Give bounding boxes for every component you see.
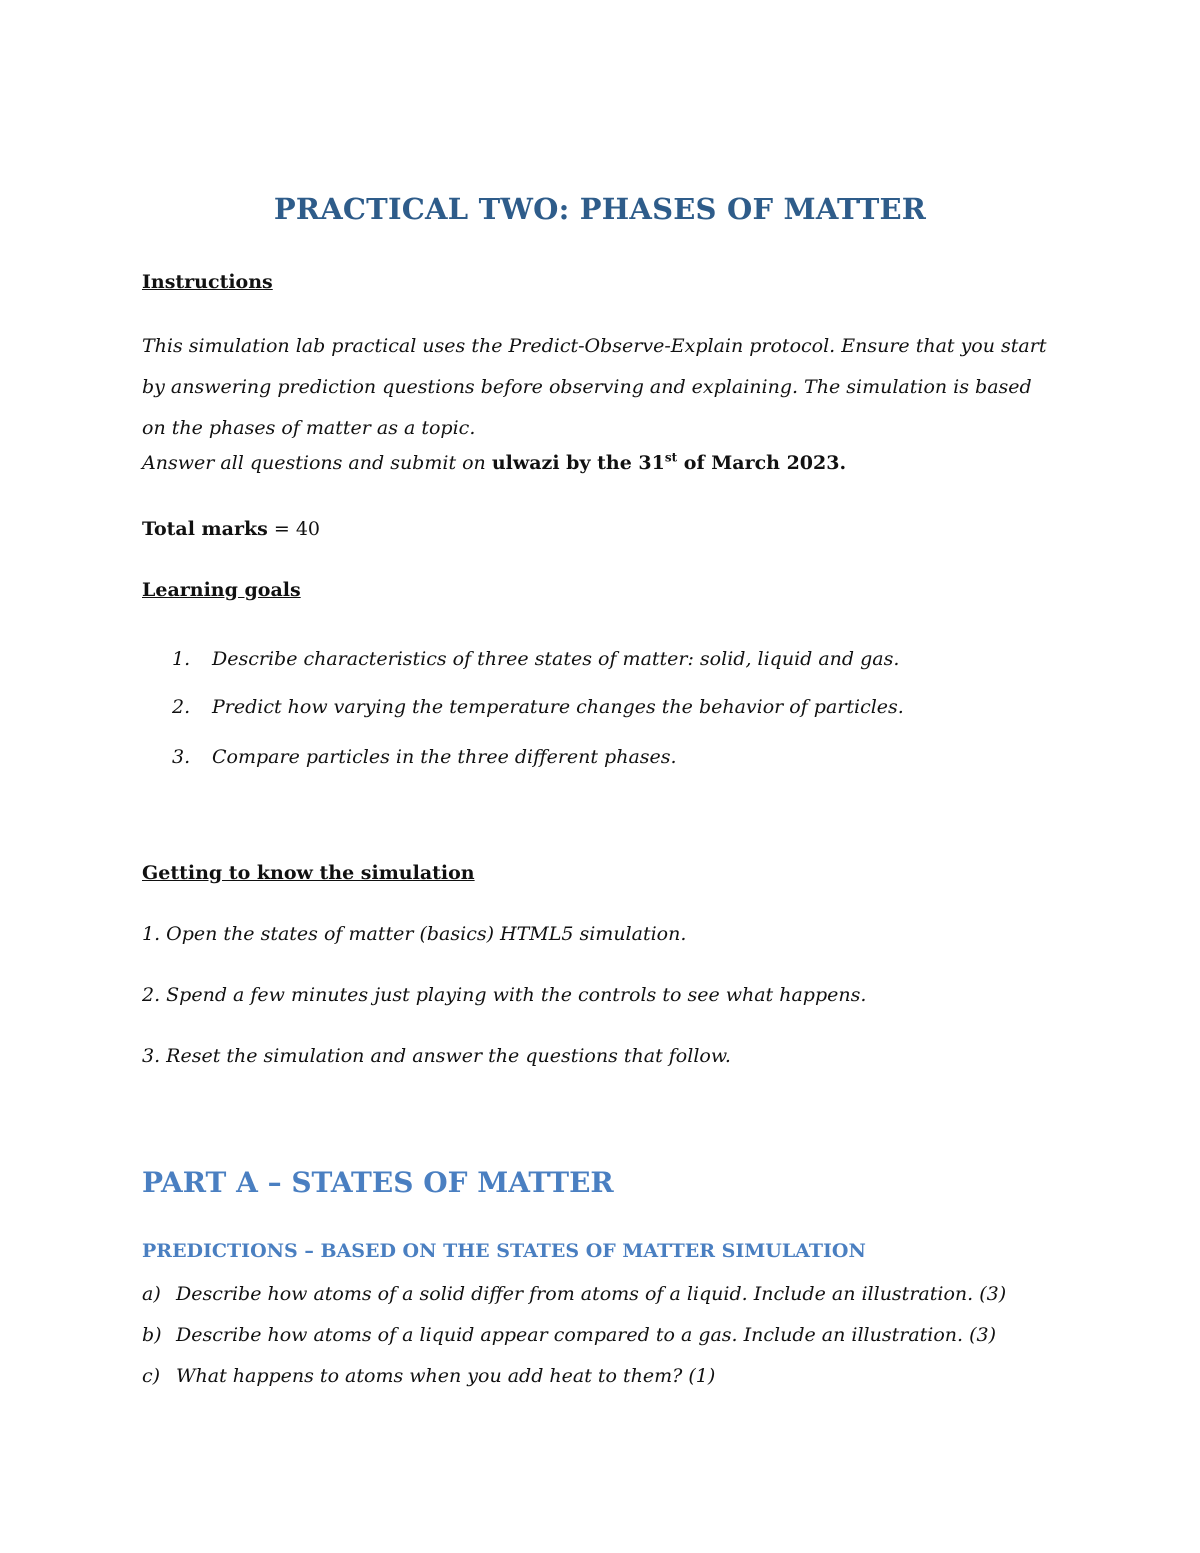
question-text: What happens to atoms when you add heat to them? (1): [176, 1365, 716, 1387]
instructions-line-1: This simulation lab practical uses the Predict-Observe-Explain protocol. Ensure that you start: [142, 335, 1047, 357]
instructions-line-2: by answering prediction questions before observing and explaining. The simulation is based: [142, 376, 1032, 398]
goal-number: 2.: [172, 696, 191, 718]
instructions-line-3: on the phases of matter as a topic.: [142, 417, 476, 439]
list-item: [172, 746, 677, 768]
page-title: PRACTICAL TWO: PHASES OF MATTER: [273, 192, 927, 226]
question-text: Describe how atoms of a solid differ from atoms of a liquid. Include an illustration. (3): [176, 1283, 1007, 1305]
simulation-heading: Getting to know the simulation: [142, 862, 475, 884]
question-letter: a): [142, 1283, 161, 1305]
question-letter: b): [142, 1324, 162, 1346]
total-marks-label: Total marks: [142, 518, 268, 540]
submission-platform-date: ulwazi by the 31st of March 2023.: [491, 450, 847, 474]
instructions-heading: Instructions: [142, 271, 273, 293]
part-a-title: PART A – STATES OF MATTER: [142, 1166, 614, 1199]
question-item: [142, 1365, 715, 1387]
submission-line: [142, 443, 1072, 484]
simulation-step: 1. Open the states of matter (basics) HTML5 simulation.: [142, 923, 687, 945]
learning-goals-section: [142, 579, 1072, 601]
goal-text: Compare particles in the three different phases.: [212, 746, 677, 768]
simulation-section: [142, 862, 1072, 884]
simulation-step: 3. Reset the simulation and answer the questions that follow.: [142, 1045, 731, 1067]
list-item: [172, 696, 904, 718]
instructions-text: [142, 326, 1072, 484]
total-marks: [142, 518, 1072, 540]
question-text: Describe how atoms of a liquid appear compared to a gas. Include an illustration. (3): [176, 1324, 997, 1346]
goal-text: Predict how varying the temperature changes the behavior of particles.: [212, 696, 904, 718]
goal-number: 3.: [172, 746, 191, 768]
goal-text: Describe characteristics of three states of matter: solid, liquid and gas.: [212, 648, 900, 670]
question-item: [142, 1324, 996, 1346]
submission-prefix: Answer all questions and submit on: [142, 452, 492, 474]
list-item: [172, 648, 899, 670]
predictions-subtitle: PREDICTIONS – BASED ON THE STATES OF MATTER SIMULATION: [142, 1240, 866, 1262]
instructions-section: [142, 271, 1072, 293]
total-marks-value: = 40: [267, 518, 321, 540]
learning-goals-heading: Learning goals: [142, 579, 301, 601]
question-letter: c): [142, 1365, 161, 1387]
simulation-step: 2. Spend a few minutes just playing with the controls to see what happens.: [142, 984, 867, 1006]
question-item: [142, 1283, 1006, 1305]
goal-number: 1.: [172, 648, 191, 670]
